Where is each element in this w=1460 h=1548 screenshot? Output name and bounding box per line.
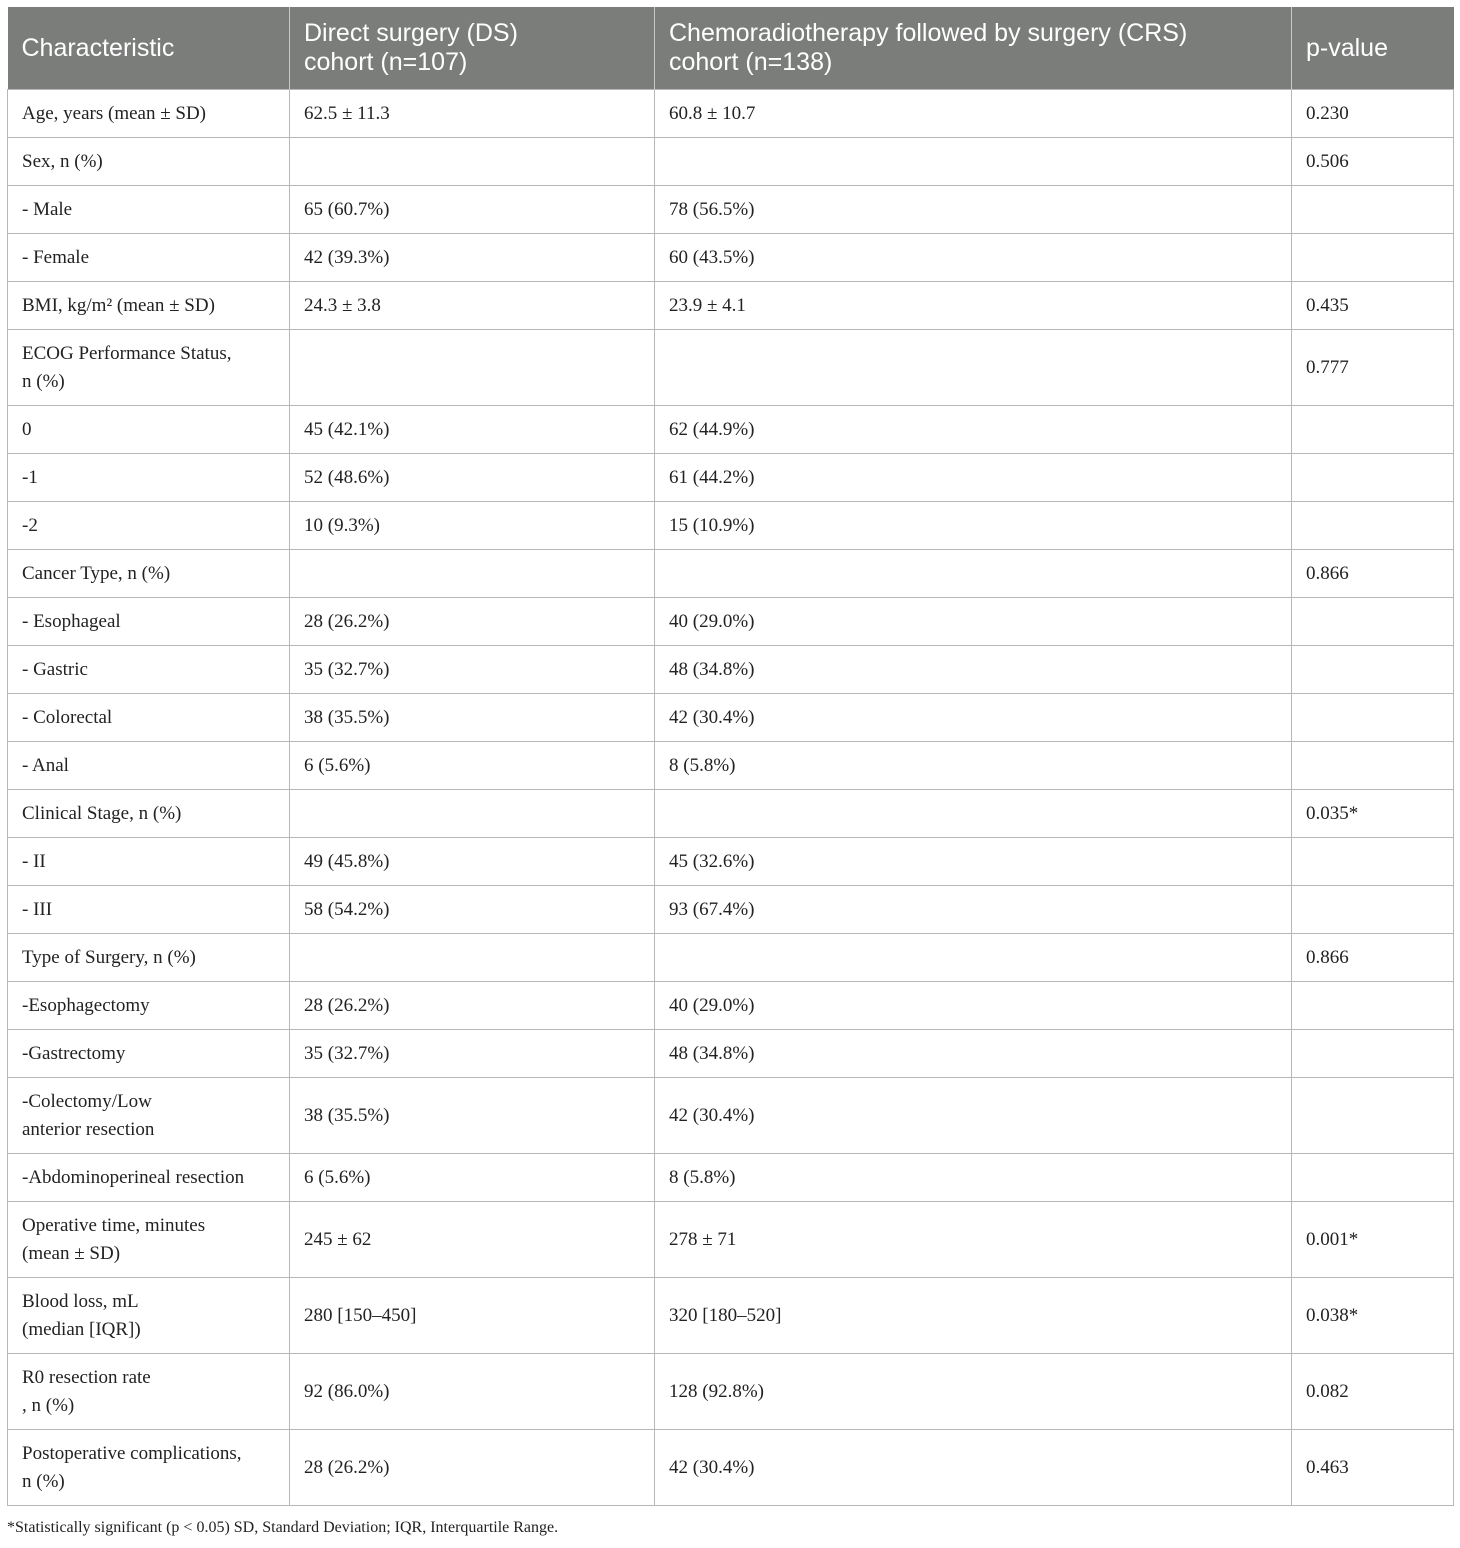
crs-cohort-cell xyxy=(655,330,1292,406)
table-row xyxy=(8,186,1454,234)
p-value-cell xyxy=(1292,598,1454,646)
crs-cohort-cell: 42 (30.4%) xyxy=(655,1430,1292,1506)
characteristic-cell: Sex, n (%) xyxy=(8,138,290,186)
p-value-cell: 0.230 xyxy=(1292,90,1454,138)
p-value-cell: 0.035* xyxy=(1292,790,1454,838)
crs-cohort-cell: 42 (30.4%) xyxy=(655,1078,1292,1154)
ds-cohort-cell: 24.3 ± 3.8 xyxy=(290,282,655,330)
ds-cohort-cell xyxy=(290,550,655,598)
crs-cohort-cell: 61 (44.2%) xyxy=(655,454,1292,502)
crs-cohort-cell: 60 (43.5%) xyxy=(655,234,1292,282)
ds-cohort-cell: 92 (86.0%) xyxy=(290,1354,655,1430)
table-row xyxy=(8,886,1454,934)
ds-cohort-cell: 42 (39.3%) xyxy=(290,234,655,282)
ds-cohort-cell xyxy=(290,790,655,838)
ds-cohort-cell: 28 (26.2%) xyxy=(290,982,655,1030)
crs-cohort-cell: 60.8 ± 10.7 xyxy=(655,90,1292,138)
characteristic-cell: Postoperative complications, n (%) xyxy=(8,1430,290,1506)
table-row xyxy=(8,550,1454,598)
ds-cohort-cell: 10 (9.3%) xyxy=(290,502,655,550)
table-row xyxy=(8,646,1454,694)
crs-cohort-cell: 15 (10.9%) xyxy=(655,502,1292,550)
ds-cohort-cell: 38 (35.5%) xyxy=(290,1078,655,1154)
ds-cohort-cell: 6 (5.6%) xyxy=(290,742,655,790)
characteristic-cell: -1 xyxy=(8,454,290,502)
table-row xyxy=(8,982,1454,1030)
table-row xyxy=(8,1430,1454,1506)
ds-cohort-cell xyxy=(290,934,655,982)
crs-cohort-cell: 278 ± 71 xyxy=(655,1202,1292,1278)
table-row xyxy=(8,790,1454,838)
p-value-cell xyxy=(1292,1030,1454,1078)
table-header xyxy=(8,7,1454,90)
characteristic-cell: Cancer Type, n (%) xyxy=(8,550,290,598)
crs-cohort-cell: 48 (34.8%) xyxy=(655,1030,1292,1078)
crs-cohort-cell: 93 (67.4%) xyxy=(655,886,1292,934)
table-row xyxy=(8,598,1454,646)
header-row xyxy=(8,7,1454,90)
ds-cohort-cell: 45 (42.1%) xyxy=(290,406,655,454)
p-value-cell xyxy=(1292,742,1454,790)
header-p-value: p-value xyxy=(1292,7,1454,90)
ds-cohort-cell: 245 ± 62 xyxy=(290,1202,655,1278)
crs-cohort-cell: 48 (34.8%) xyxy=(655,646,1292,694)
table-row xyxy=(8,454,1454,502)
table-row xyxy=(8,138,1454,186)
table-row xyxy=(8,934,1454,982)
p-value-cell: 0.082 xyxy=(1292,1354,1454,1430)
p-value-cell: 0.038* xyxy=(1292,1278,1454,1354)
characteristic-cell: Blood loss, mL (median [IQR]) xyxy=(8,1278,290,1354)
table-row xyxy=(8,1354,1454,1430)
crs-cohort-cell: 8 (5.8%) xyxy=(655,742,1292,790)
table-row xyxy=(8,90,1454,138)
ds-cohort-cell: 35 (32.7%) xyxy=(290,1030,655,1078)
table-row xyxy=(8,742,1454,790)
characteristic-cell: - III xyxy=(8,886,290,934)
characteristic-cell: Operative time, minutes (mean ± SD) xyxy=(8,1202,290,1278)
table-row xyxy=(8,1202,1454,1278)
characteristic-cell: - Male xyxy=(8,186,290,234)
table-row xyxy=(8,330,1454,406)
table-row xyxy=(8,1154,1454,1202)
table-row xyxy=(8,406,1454,454)
crs-cohort-cell: 23.9 ± 4.1 xyxy=(655,282,1292,330)
crs-cohort-cell: 8 (5.8%) xyxy=(655,1154,1292,1202)
characteristic-cell: Age, years (mean ± SD) xyxy=(8,90,290,138)
p-value-cell xyxy=(1292,1078,1454,1154)
ds-cohort-cell xyxy=(290,330,655,406)
baseline-characteristics-table xyxy=(7,7,1454,1506)
p-value-cell: 0.506 xyxy=(1292,138,1454,186)
table-row xyxy=(8,838,1454,886)
ds-cohort-cell: 52 (48.6%) xyxy=(290,454,655,502)
crs-cohort-cell: 40 (29.0%) xyxy=(655,598,1292,646)
p-value-cell xyxy=(1292,646,1454,694)
ds-cohort-cell: 58 (54.2%) xyxy=(290,886,655,934)
table-row xyxy=(8,282,1454,330)
crs-cohort-cell: 320 [180–520] xyxy=(655,1278,1292,1354)
characteristic-cell: 0 xyxy=(8,406,290,454)
p-value-cell: 0.463 xyxy=(1292,1430,1454,1506)
p-value-cell xyxy=(1292,234,1454,282)
p-value-cell xyxy=(1292,406,1454,454)
p-value-cell: 0.435 xyxy=(1292,282,1454,330)
characteristic-cell: -2 xyxy=(8,502,290,550)
ds-cohort-cell: 38 (35.5%) xyxy=(290,694,655,742)
characteristic-cell: -Abdominoperineal resection xyxy=(8,1154,290,1202)
p-value-cell xyxy=(1292,1154,1454,1202)
crs-cohort-cell: 45 (32.6%) xyxy=(655,838,1292,886)
p-value-cell xyxy=(1292,454,1454,502)
ds-cohort-cell: 49 (45.8%) xyxy=(290,838,655,886)
crs-cohort-cell xyxy=(655,934,1292,982)
crs-cohort-cell: 62 (44.9%) xyxy=(655,406,1292,454)
characteristic-cell: - Female xyxy=(8,234,290,282)
header-crs-cohort: Chemoradiotherapy followed by surgery (CRS) cohort (n=138) xyxy=(655,7,1292,90)
characteristic-cell: Type of Surgery, n (%) xyxy=(8,934,290,982)
crs-cohort-cell: 40 (29.0%) xyxy=(655,982,1292,1030)
p-value-cell: 0.001* xyxy=(1292,1202,1454,1278)
table-row xyxy=(8,1078,1454,1154)
crs-cohort-cell: 42 (30.4%) xyxy=(655,694,1292,742)
p-value-cell xyxy=(1292,982,1454,1030)
table-container xyxy=(7,7,1453,1506)
characteristic-cell: - Esophageal xyxy=(8,598,290,646)
characteristic-cell: - II xyxy=(8,838,290,886)
table-row xyxy=(8,234,1454,282)
ds-cohort-cell: 6 (5.6%) xyxy=(290,1154,655,1202)
characteristic-cell: Clinical Stage, n (%) xyxy=(8,790,290,838)
p-value-cell xyxy=(1292,838,1454,886)
ds-cohort-cell: 28 (26.2%) xyxy=(290,1430,655,1506)
p-value-cell xyxy=(1292,886,1454,934)
table-row xyxy=(8,1278,1454,1354)
crs-cohort-cell xyxy=(655,550,1292,598)
crs-cohort-cell: 128 (92.8%) xyxy=(655,1354,1292,1430)
characteristic-cell: ECOG Performance Status, n (%) xyxy=(8,330,290,406)
table-footnote: *Statistically significant (p < 0.05) SD, Standard Deviation; IQR, Interquartile Range. xyxy=(7,1519,559,1536)
crs-cohort-cell: 78 (56.5%) xyxy=(655,186,1292,234)
p-value-cell: 0.777 xyxy=(1292,330,1454,406)
characteristic-cell: -Colectomy/Low anterior resection xyxy=(8,1078,290,1154)
crs-cohort-cell xyxy=(655,790,1292,838)
ds-cohort-cell: 35 (32.7%) xyxy=(290,646,655,694)
characteristic-cell: BMI, kg/m² (mean ± SD) xyxy=(8,282,290,330)
characteristic-cell: - Anal xyxy=(8,742,290,790)
ds-cohort-cell: 280 [150–450] xyxy=(290,1278,655,1354)
p-value-cell xyxy=(1292,502,1454,550)
characteristic-cell: -Esophagectomy xyxy=(8,982,290,1030)
characteristic-cell: - Colorectal xyxy=(8,694,290,742)
table-row xyxy=(8,502,1454,550)
characteristic-cell: -Gastrectomy xyxy=(8,1030,290,1078)
header-characteristic: Characteristic xyxy=(8,7,290,90)
ds-cohort-cell: 28 (26.2%) xyxy=(290,598,655,646)
table-body xyxy=(8,90,1454,1506)
crs-cohort-cell xyxy=(655,138,1292,186)
p-value-cell xyxy=(1292,694,1454,742)
ds-cohort-cell xyxy=(290,138,655,186)
table-row xyxy=(8,694,1454,742)
p-value-cell: 0.866 xyxy=(1292,934,1454,982)
header-ds-cohort: Direct surgery (DS) cohort (n=107) xyxy=(290,7,655,90)
ds-cohort-cell: 65 (60.7%) xyxy=(290,186,655,234)
p-value-cell xyxy=(1292,186,1454,234)
characteristic-cell: R0 resection rate , n (%) xyxy=(8,1354,290,1430)
ds-cohort-cell: 62.5 ± 11.3 xyxy=(290,90,655,138)
characteristic-cell: - Gastric xyxy=(8,646,290,694)
table-row xyxy=(8,1030,1454,1078)
p-value-cell: 0.866 xyxy=(1292,550,1454,598)
